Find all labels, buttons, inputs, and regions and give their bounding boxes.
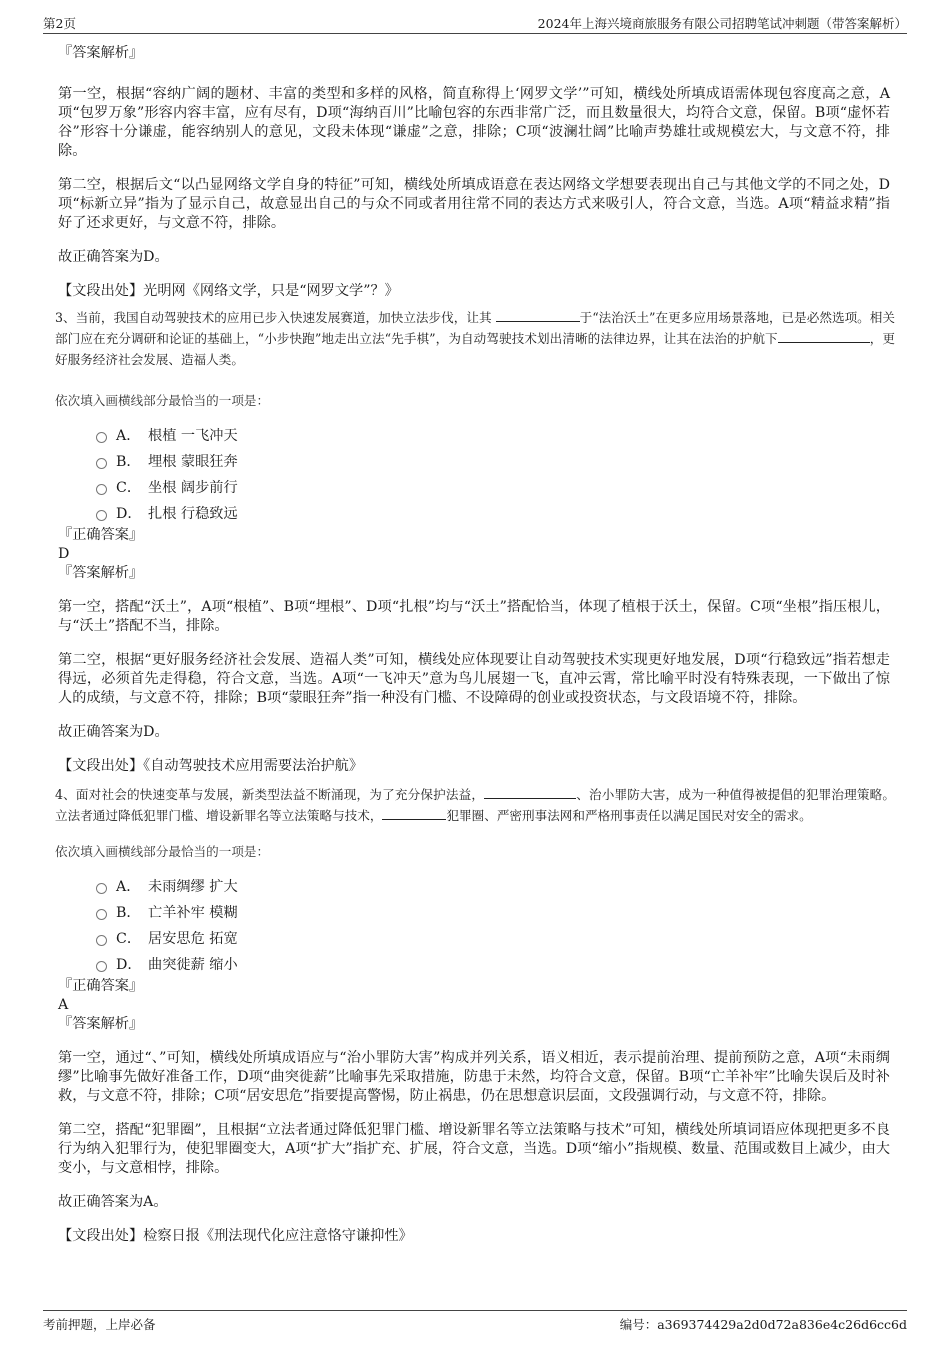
radio-icon[interactable] <box>96 510 107 521</box>
q4-option-a[interactable]: A． 未雨绸缪 扩大 <box>58 873 890 899</box>
q4-blank-2 <box>382 807 446 820</box>
q3-source: 【文段出处】《自动驾驶技术应用需要法治护航》 <box>58 758 364 774</box>
q4-blank-1 <box>484 786 576 799</box>
radio-icon[interactable] <box>96 484 107 495</box>
q3-analysis-label: 『答案解析』 <box>58 565 144 581</box>
radio-icon[interactable] <box>96 432 107 443</box>
radio-icon[interactable] <box>96 935 107 946</box>
radio-icon[interactable] <box>96 883 107 894</box>
q4-stem-part1: 4、面对社会的快速变革与发展，新类型法益不断涌现，为了充分保护法益， <box>55 787 485 802</box>
q3-stem-part1: 3、当前，我国自动驾驶技术的应用已步入快速发展赛道，加快立法步伐，让其 <box>55 310 496 325</box>
q2-analysis-p1: 第一空，根据“容纳广阔的题材、丰富的类型和多样的风格，简直称得上‘网罗文学’”可知，横线处所填成语需体现包容度高之意，A项“包罗万象”形容内容丰富，应有尽有，D项“海纳百川”比喻包容的东西非常广泛，而且数量很大，均符合文意，保留。B项“虚怀若谷”形容十分谦虚，能容纳别人的意见，文段未体现“谦虚”之意，排除；C项“波澜壮阔”比喻声势雄壮或规模宏大，与文意不符，排除。 <box>58 86 890 159</box>
q4-prompt: 依次填入画横线部分最恰当的一项是： <box>55 844 270 859</box>
q3-option-d[interactable]: D． 扎根 行稳致远 <box>58 500 890 526</box>
radio-icon[interactable] <box>96 909 107 920</box>
q3-stem-part2: 于“法治沃土”在更多应用场景落地，已是必然选项。相关部门应在充分调研和论证的基础上，“小步快跑”地走出立法“先手棋”，为自动驾驶技术划出清晰的法律边界，让其在法治的护航下 <box>55 310 895 346</box>
q3-blank-2 <box>778 330 870 343</box>
q4-option-c[interactable]: C． 居安思危 拓宽 <box>58 925 890 951</box>
q3-conclusion: 故正确答案为D。 <box>58 724 169 740</box>
q4-options <box>58 873 890 977</box>
q4-source: 【文段出处】检察日报《刑法现代化应注意恪守谦抑性》 <box>58 1228 413 1244</box>
q4-option-d[interactable]: D． 曲突徙薪 缩小 <box>58 951 890 977</box>
q3-option-c[interactable]: C． 坐根 阔步前行 <box>58 474 890 500</box>
radio-icon[interactable] <box>96 961 107 972</box>
page-header <box>43 13 907 34</box>
q2-analysis-p2: 第二空，根据后文“以凸显网络文学自身的特征”可知，横线处所填成语意在表达网络文学想要表现出自己与其他文学的不同之处，D项“标新立异”指为了显示自己，故意显出自己的与众不同或者用往常不同的表达方式来吸引人，符合文意，当选。A项“精益求精”指好了还求更好，与文意不符，排除。 <box>58 177 890 231</box>
page-content <box>55 40 895 1246</box>
q4-stem-part2: 、治小罪防大害，成为一种值得被提倡的犯罪治理策略。立法者通过降低犯罪门槛、增设新罪名等立法策略与技术， <box>55 787 895 823</box>
q4-analysis-p1: 第一空，通过“、”可知，横线处所填成语应与“治小罪防大害”构成并列关系，语义相近，表示提前治理、提前预防之意，A项“未雨绸缪”比喻事先做好准备工作，D项“曲突徙薪”比喻事先采取措施，防患于未然，均符合文意，保留。B项“亡羊补牢”比喻失误后及时补救，与文意不符，排除；C项“居安思危”指要提高警惕，防止祸患，仍在思想意识层面，文段强调行动，与文意不符，排除。 <box>58 1050 890 1104</box>
q3-option-a[interactable]: A． 根植 一飞冲天 <box>58 422 890 448</box>
footer-slogan: 考前押题，上岸必备 <box>43 1317 156 1332</box>
q3-blank-1 <box>496 309 580 322</box>
q2-analysis-label: 『答案解析』 <box>58 45 144 61</box>
q4-conclusion: 故正确答案为A。 <box>58 1194 168 1210</box>
q3-analysis-p1: 第一空，搭配“沃土”，A项“根植”、B项“埋根”、D项“扎根”均与“沃土”搭配恰当，体现了植根于沃土，保留。C项“坐根”指压根儿，与“沃土”搭配不当，排除。 <box>58 599 890 634</box>
q2-source: 【文段出处】光明网《网络文学，只是“网罗文学”？》 <box>58 283 399 299</box>
q4-analysis-p2: 第二空，搭配“犯罪圈”，且根据“立法者通过降低犯罪门槛、增设新罪名等立法策略与技术”可知，横线处所填词语应体现把更多不良行为纳入犯罪行为，使犯罪圈变大，A项“扩大”指扩充、扩展，符合文意，当选。D项“缩小”指规模、数量、范围或数目上减少，由大变小，与文意相悖，排除。 <box>58 1122 890 1176</box>
q3-prompt: 依次填入画横线部分最恰当的一项是： <box>55 393 270 408</box>
q4-analysis-label: 『答案解析』 <box>58 1016 144 1032</box>
radio-icon[interactable] <box>96 458 107 469</box>
q3-stem <box>55 307 895 370</box>
q2-conclusion: 故正确答案为D。 <box>58 249 169 265</box>
q4-stem <box>55 784 895 826</box>
q4-stem-part3: 犯罪圈、严密刑事法网和严格刑事责任以满足国民对安全的需求。 <box>446 808 812 823</box>
document-id: 编号：a369374429a2d0d72a836e4c26d6cc6d <box>619 1317 907 1332</box>
q3-stem-part3: ，更好服务经济社会发展、造福人类。 <box>55 331 895 367</box>
q4-answer-label: 『正确答案』 <box>58 978 144 994</box>
q3-options <box>58 422 890 526</box>
q4-answer: A <box>58 997 69 1013</box>
document-title: 2024年上海兴境商旅服务有限公司招聘笔试冲刺题（带答案解析） <box>537 16 907 31</box>
page-number: 第2页 <box>43 16 76 31</box>
q3-answer: D <box>58 546 70 562</box>
q3-option-b[interactable]: B． 埋根 蒙眼狂奔 <box>58 448 890 474</box>
q4-option-b[interactable]: B． 亡羊补牢 模糊 <box>58 899 890 925</box>
q3-analysis-p2: 第二空，根据“更好服务经济社会发展、造福人类”可知，横线处应体现要让自动驾驶技术实现更好地发展，D项“行稳致远”指若想走得远，必须首先走得稳，符合文意，当选。A项“一飞冲天”意为鸟儿展翅一飞，直冲云霄，常比喻平时没有特殊表现，一下做出了惊人的成绩，与文意不符，排除；B项“蒙眼狂奔”指一种没有门槛、不设障碍的创业或投资状态，与文段语境不符，排除。 <box>58 652 890 706</box>
page-footer <box>43 1310 907 1333</box>
q3-answer-label: 『正确答案』 <box>58 527 144 543</box>
